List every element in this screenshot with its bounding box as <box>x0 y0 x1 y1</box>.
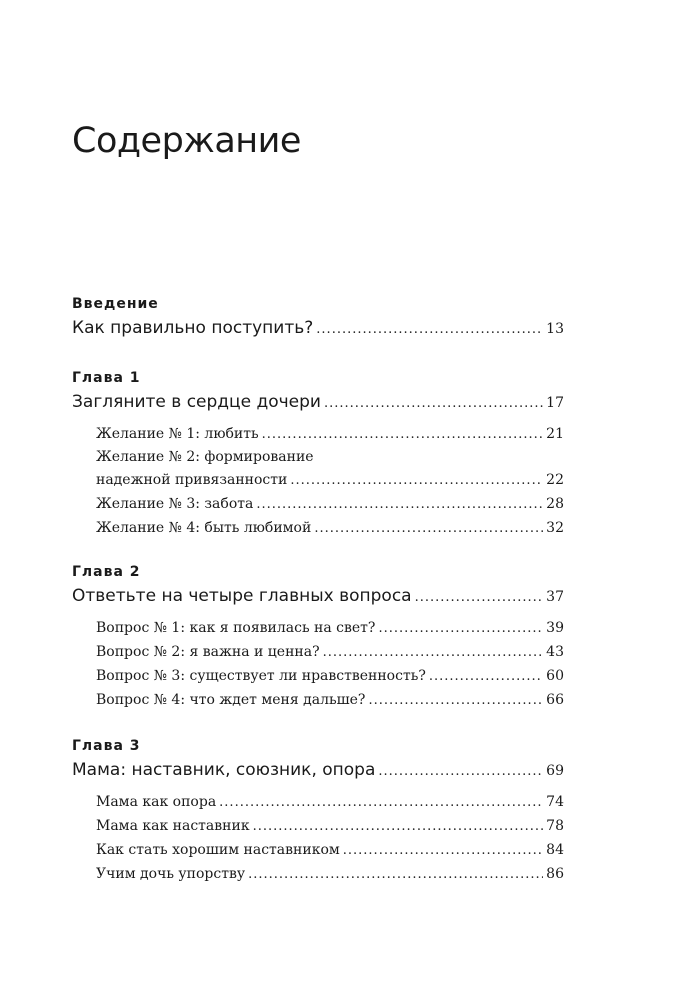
entry-title: Мама: наставник, союзник, опора <box>72 760 376 780</box>
page-number: 39 <box>546 620 564 636</box>
dot-leader <box>219 791 543 815</box>
dot-leader <box>378 758 543 786</box>
page-number: 60 <box>546 668 564 684</box>
section-label: Глава 2 <box>72 564 141 580</box>
dot-leader <box>314 517 543 541</box>
page-number: 13 <box>546 321 564 337</box>
dot-leader <box>262 423 544 447</box>
dot-leader <box>248 863 543 887</box>
entry-title: Мама как опора <box>96 794 217 810</box>
dot-leader <box>368 689 543 713</box>
page-number: 84 <box>546 842 564 858</box>
page-number: 22 <box>546 472 564 488</box>
toc-heading-entry[interactable] <box>72 756 564 784</box>
page-number: 21 <box>546 426 564 442</box>
toc-sub-entry[interactable] <box>72 862 564 886</box>
entry-title: Вопрос № 3: существует ли нравственность? <box>96 668 426 684</box>
entry-title: Желание № 1: любить <box>96 426 259 442</box>
entry-title: Вопрос № 2: я важна и ценна? <box>96 644 320 660</box>
section-chapter-3 <box>72 736 564 886</box>
page-number: 78 <box>546 818 564 834</box>
dot-leader <box>429 665 543 689</box>
dot-leader <box>256 493 543 517</box>
toc-sub-entry[interactable] <box>72 422 564 446</box>
section-introduction <box>72 294 564 348</box>
toc-sub-entry[interactable] <box>72 616 564 640</box>
entry-title: Желание № 4: быть любимой <box>96 520 312 536</box>
toc-sub-entry[interactable] <box>72 664 564 688</box>
toc-sub-entry[interactable] <box>72 790 564 814</box>
toc-sub-entry[interactable] <box>72 492 564 516</box>
page-number: 17 <box>546 395 564 411</box>
page-number: 66 <box>546 692 564 708</box>
dot-leader <box>415 584 544 612</box>
entry-title: Вопрос № 1: как я появилась на свет? <box>96 620 376 636</box>
section-chapter-1 <box>72 368 564 540</box>
toc-sub-entry[interactable] <box>72 688 564 712</box>
section-chapter-2 <box>72 562 564 712</box>
page-number: 86 <box>546 866 564 882</box>
entry-title: Мама как наставник <box>96 818 250 834</box>
page-number: 37 <box>546 589 564 605</box>
toc-heading-entry[interactable] <box>72 582 564 610</box>
page-number: 69 <box>546 763 564 779</box>
toc-sub-entry[interactable] <box>72 814 564 838</box>
page-number: 43 <box>546 644 564 660</box>
entry-title: Учим дочь упорству <box>96 866 246 882</box>
toc-sub-entry[interactable] <box>72 838 564 862</box>
entry-title: Желание № 3: забота <box>96 496 254 512</box>
entry-title: Как стать хорошим наставником <box>96 842 340 858</box>
entry-title: надежной привязанности <box>96 472 288 488</box>
toc-sub-entry[interactable] <box>72 516 564 540</box>
section-label: Глава 3 <box>72 738 141 754</box>
entry-title: Как правильно поступить? <box>72 318 314 338</box>
dot-leader <box>324 390 543 418</box>
page-title: Содержание <box>72 121 301 161</box>
toc-sub-entry[interactable] <box>72 468 564 492</box>
entry-title: Вопрос № 4: что ждет меня дальше? <box>96 692 366 708</box>
entry-title: Загляните в сердце дочери <box>72 392 321 412</box>
dot-leader <box>343 839 543 863</box>
toc-heading-entry[interactable] <box>72 314 564 342</box>
dot-leader <box>316 316 543 344</box>
toc-heading-entry[interactable] <box>72 388 564 416</box>
entry-title-line1[interactable]: Желание № 2: формирование <box>96 449 314 465</box>
page-number: 74 <box>546 794 564 810</box>
page-number: 32 <box>546 520 564 536</box>
section-label: Глава 1 <box>72 370 141 386</box>
dot-leader <box>253 815 544 839</box>
toc-sub-entry[interactable] <box>72 640 564 664</box>
dot-leader <box>378 617 543 641</box>
entry-title: Ответьте на четыре главных вопроса <box>72 586 412 606</box>
dot-leader <box>323 641 544 665</box>
dot-leader <box>290 469 543 493</box>
page-number: 28 <box>546 496 564 512</box>
section-label: Введение <box>72 296 159 312</box>
